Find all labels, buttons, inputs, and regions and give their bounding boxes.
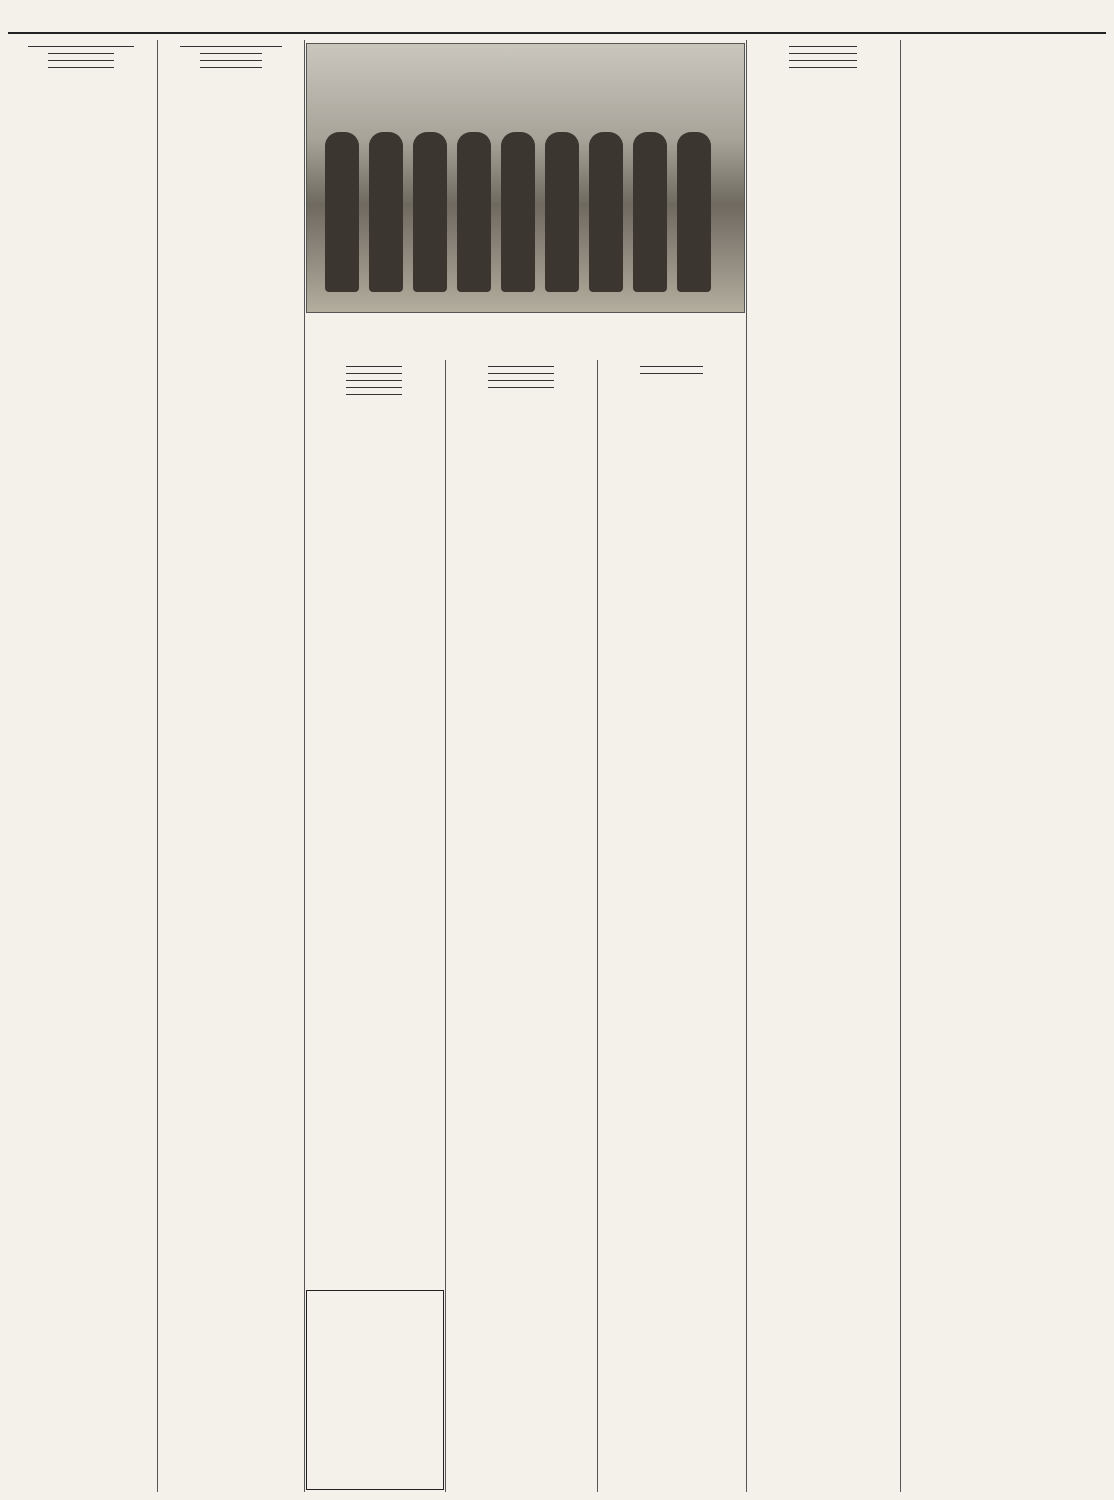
column-rule: [445, 360, 446, 1492]
masthead: [8, 8, 1106, 34]
column-rule: [597, 360, 598, 1492]
column-6: [749, 40, 897, 1492]
column-rule: [304, 40, 305, 1492]
column-rule: [157, 40, 158, 1492]
column-5: [600, 360, 743, 1492]
column-7: [903, 40, 955, 1492]
column-1: [8, 40, 154, 1492]
parade-photograph: [306, 43, 745, 313]
column-rule: [900, 40, 901, 1492]
column-4: [448, 360, 594, 1492]
column-2: [160, 40, 302, 1492]
column-rule: [746, 40, 747, 1492]
photo-feature: [306, 40, 743, 354]
chest-advertisement: [306, 1290, 444, 1490]
